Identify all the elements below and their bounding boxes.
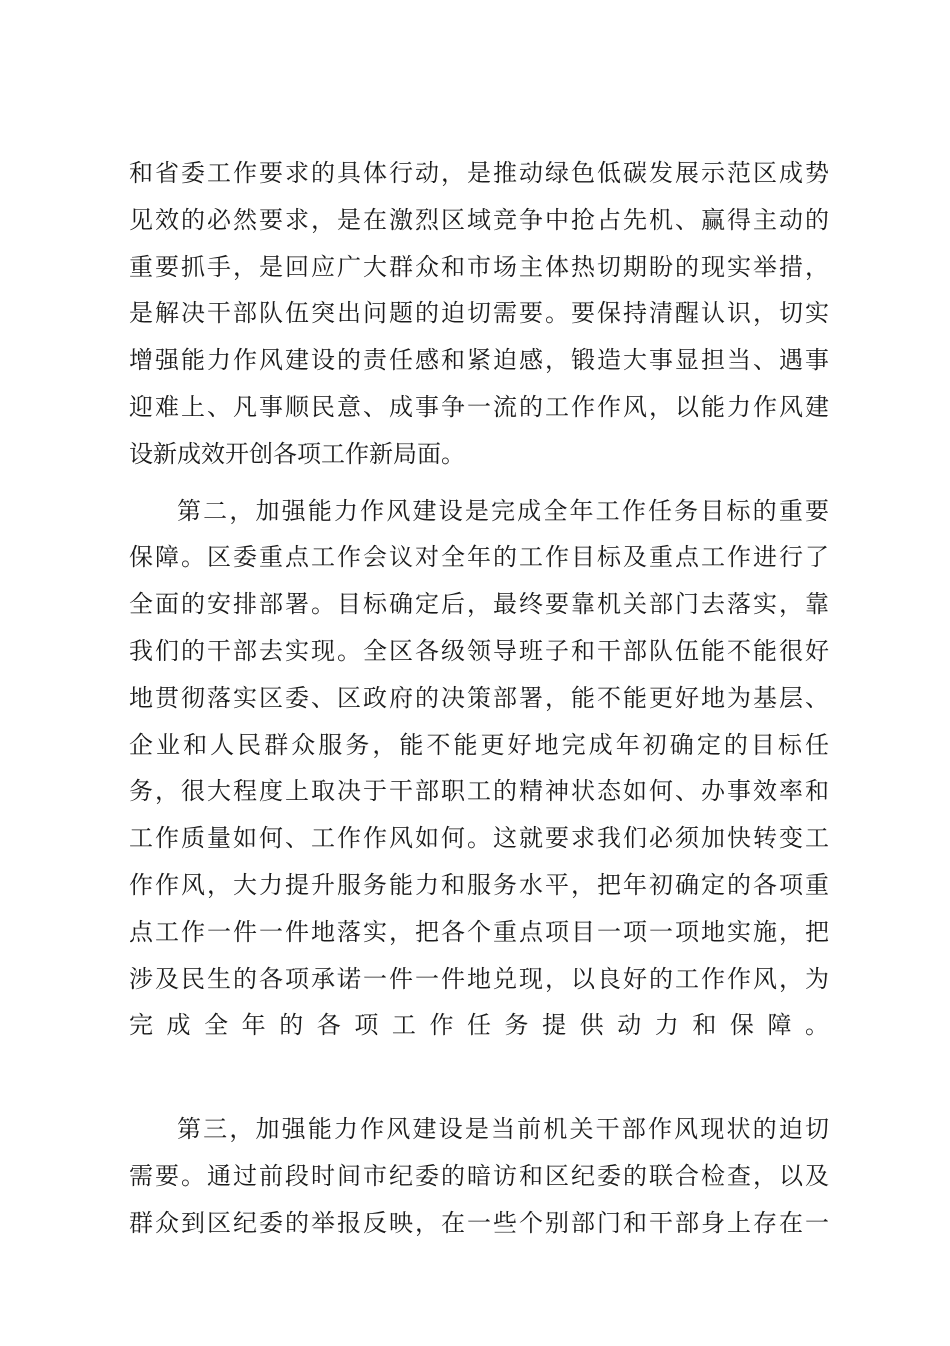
text-line: 地贯彻落实区委、区政府的决策部署，能不能更好地为基层、 <box>129 683 829 712</box>
text-line: 设新成效开创各项工作新局面。 <box>129 439 465 468</box>
paragraph-2 <box>129 488 829 1096</box>
text-line <box>129 1049 829 1096</box>
text-line: 是解决干部队伍突出问题的迫切需要。要保持清醒认识，切实 <box>129 299 829 328</box>
text-line: 作作风，大力提升服务能力和服务水平，把年初确定的各项重 <box>129 870 829 899</box>
text-line: 需要。通过前段时间市纪委的暗访和区纪委的联合检查，以及 <box>129 1161 829 1190</box>
text-line: 第三，加强能力作风建设是当前机关干部作风现状的迫切 <box>177 1114 829 1143</box>
text-line: 保障。区委重点工作会议对全年的工作目标及重点工作进行了 <box>129 543 829 572</box>
text-line: 群众到区纪委的举报反映，在一些个别部门和干部身上存在一 <box>129 1208 829 1237</box>
paragraph-gap <box>129 478 829 488</box>
text-line: 企业和人民群众服务，能不能更好地完成年初确定的目标任 <box>129 730 829 759</box>
text-line: 和省委工作要求的具体行动，是推动绿色低碳发展示范区成势 <box>129 159 829 187</box>
text-line: 务，很大程度上取决于干部职工的精神状态如何、办事效率和 <box>129 777 829 806</box>
text-line: 重要抓手，是回应广大群众和市场主体热切期盼的现实举措， <box>129 252 829 281</box>
text-line: 迎难上、凡事顺民意、成事争一流的工作作风，以能力作风建 <box>129 392 829 421</box>
document-body <box>129 150 829 1246</box>
text-line: 我们的干部去实现。全区各级领导班子和干部队伍能不能很好 <box>129 636 829 665</box>
text-line: 见效的必然要求，是在激烈区域竞争中抢占先机、赢得主动的 <box>129 205 829 234</box>
text-line: 全面的安排部署。目标确定后，最终要靠机关部门去落实，靠 <box>129 590 829 619</box>
text-line: 第二，加强能力作风建设是完成全年工作任务目标的重要 <box>177 496 829 525</box>
text-line: 工作质量如何、工作作风如何。这就要求我们必须加快转变工 <box>129 824 829 853</box>
paragraph-gap <box>129 1096 829 1106</box>
text-line: 涉及民生的各项承诺一件一件地兑现，以良好的工作作风，为 <box>129 964 829 993</box>
text-line: 完成全年的各项工作任务提供动力和保障。 <box>129 1011 829 1040</box>
paragraph-1 <box>129 150 829 478</box>
text-line: 增强能力作风建设的责任感和紧迫感，锻造大事显担当、遇事 <box>129 346 829 375</box>
paragraph-3 <box>129 1106 829 1246</box>
text-line: 点工作一件一件地落实，把各个重点项目一项一项地实施，把 <box>129 917 829 946</box>
